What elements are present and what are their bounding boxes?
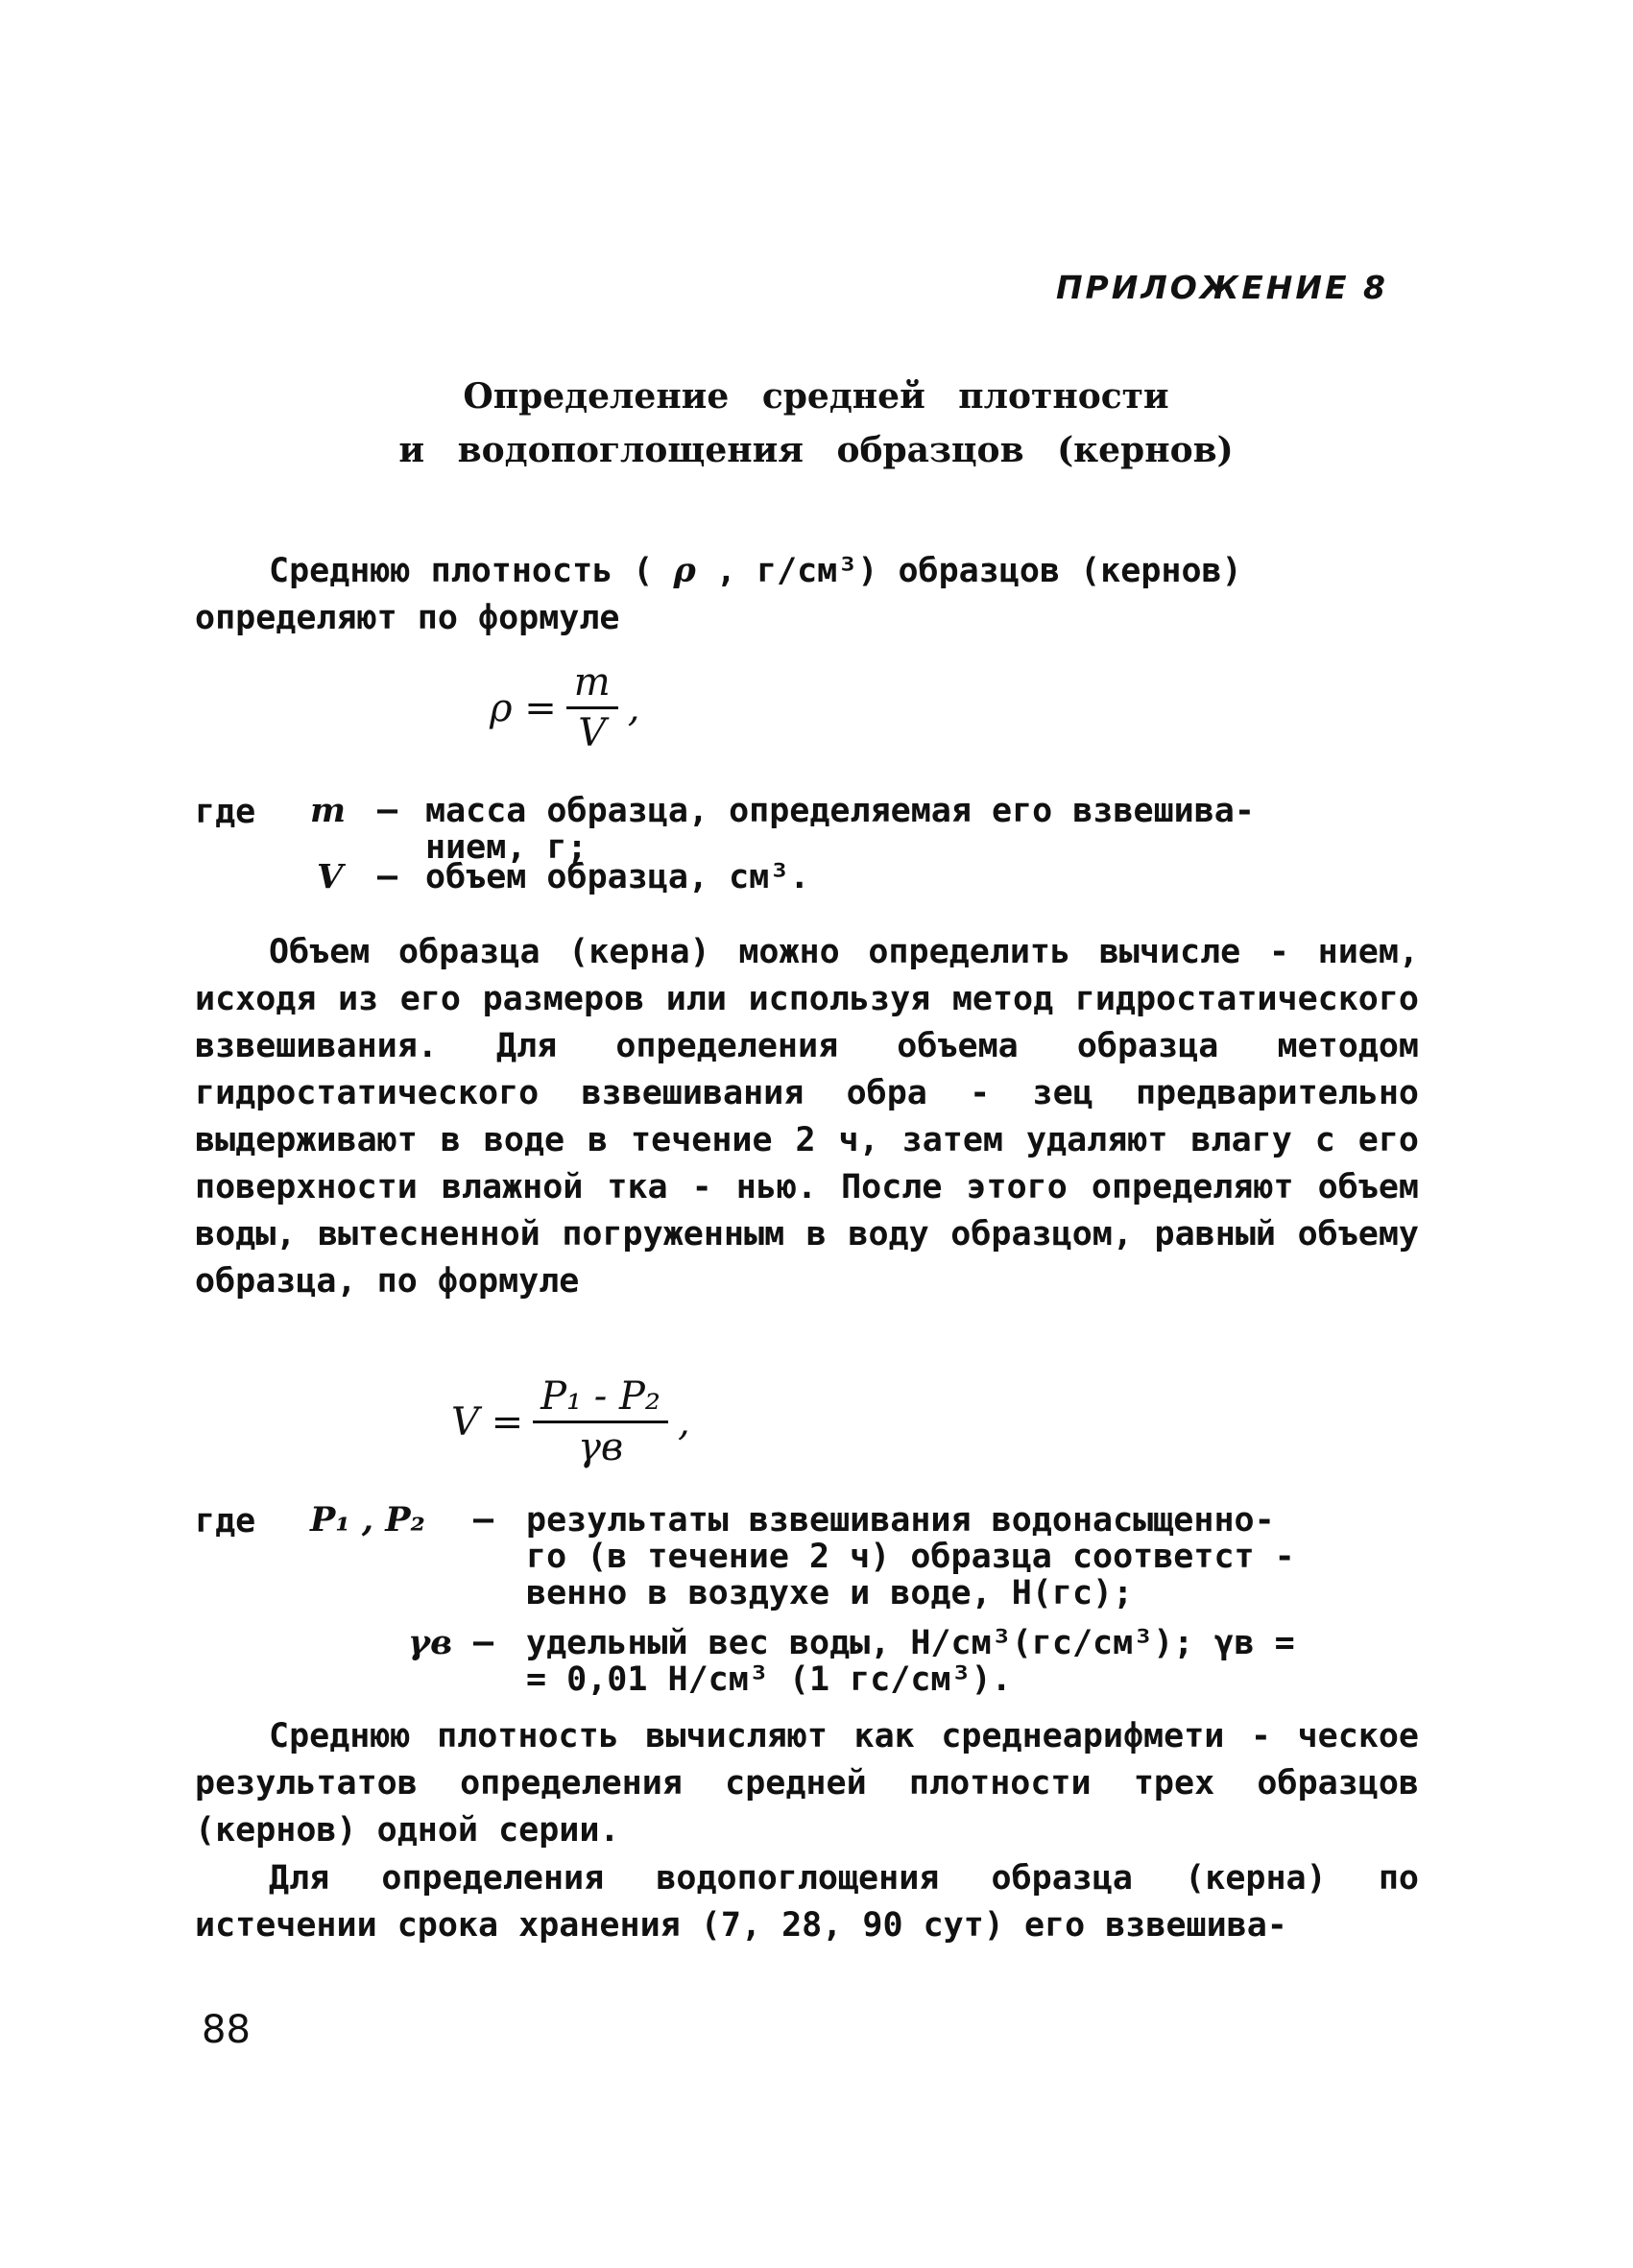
where-label: где <box>195 793 256 831</box>
gamma-symbol: γв <box>408 1623 453 1662</box>
where-label: где <box>195 1502 256 1540</box>
density-formula: ρ = $\frac{m}{V}$ , <box>490 660 640 755</box>
p-definition: результаты взвешивания водонасыщенно- го (в течение 2 ч) образца соответст - венно в воздухе и воде, Н(гс); <box>526 1501 1295 1612</box>
dash: – <box>377 791 398 829</box>
title-line-1: Определение средней плотности <box>463 376 1169 417</box>
formula-denominator: γв <box>577 1425 624 1469</box>
intro-paragraph <box>195 547 1419 642</box>
appendix-label: ПРИЛОЖЕНИЕ 8 <box>1055 269 1388 306</box>
average-paragraph: Среднюю плотность вычисляют как среднеарифмети - ческое результатов определения средней плотности трех образцов (кернов) одной серии. <box>195 1717 1419 1850</box>
v-definition: объем образца, см³. <box>425 858 810 896</box>
formula-lhs: ρ = <box>490 685 557 730</box>
formula-fraction <box>533 1374 668 1469</box>
formula-denominator: V <box>578 711 607 755</box>
formula-lhs: V = <box>451 1399 524 1444</box>
dash: – <box>377 857 398 895</box>
m-symbol: m <box>310 791 347 830</box>
formula-numerator: m <box>566 660 618 709</box>
intro-line-2: определяют по формуле <box>195 599 620 637</box>
gamma-definition: удельный вес воды, Н/см³(гс/см³); γв = = 0,01 Н/см³ (1 гс/см³). <box>526 1624 1295 1699</box>
rho-symbol: ρ <box>673 551 696 590</box>
formula-numerator: P₁ - P₂ <box>533 1374 668 1423</box>
formula-fraction <box>566 660 618 755</box>
absorption-paragraph: Для определения водопоглощения образца (керна) по истечении срока хранения (7, 28, 90 сут) его взвешива- <box>195 1859 1419 1945</box>
m-definition: масса образца, определяемая его взвешива- нием, г; <box>425 792 1255 867</box>
dash: – <box>473 1500 494 1539</box>
section-title <box>288 370 1344 477</box>
v-symbol: V <box>317 857 344 896</box>
intro-line-1: Среднюю плотность ( ρ , г/см³) образцов (кернов) <box>269 551 1242 590</box>
page-number: 88 <box>202 2008 251 2052</box>
p-symbols: P₁ , P₂ <box>310 1500 425 1540</box>
volume-formula: V = $\frac{\text{P₁ - P₂}}{\gamma в}$ , <box>451 1374 690 1469</box>
volume-paragraph: Объем образца (керна) можно определить вычисле - нием, исходя из его размеров или используя метод гидростатического взвешивания. Для определения объема образца методом гидростатического взвешивания обра - зец предварительно выдерживают в воде в течение 2 ч, затем удаляют влагу с его поверхности влажной тка - нью. После этого определяют объем воды, вытесненной погруженным в воду образцом, равный объему образца, по формуле <box>195 933 1419 1301</box>
dash: – <box>473 1623 494 1661</box>
title-line-2: и водопоглощения образцов (кернов) <box>398 430 1234 470</box>
